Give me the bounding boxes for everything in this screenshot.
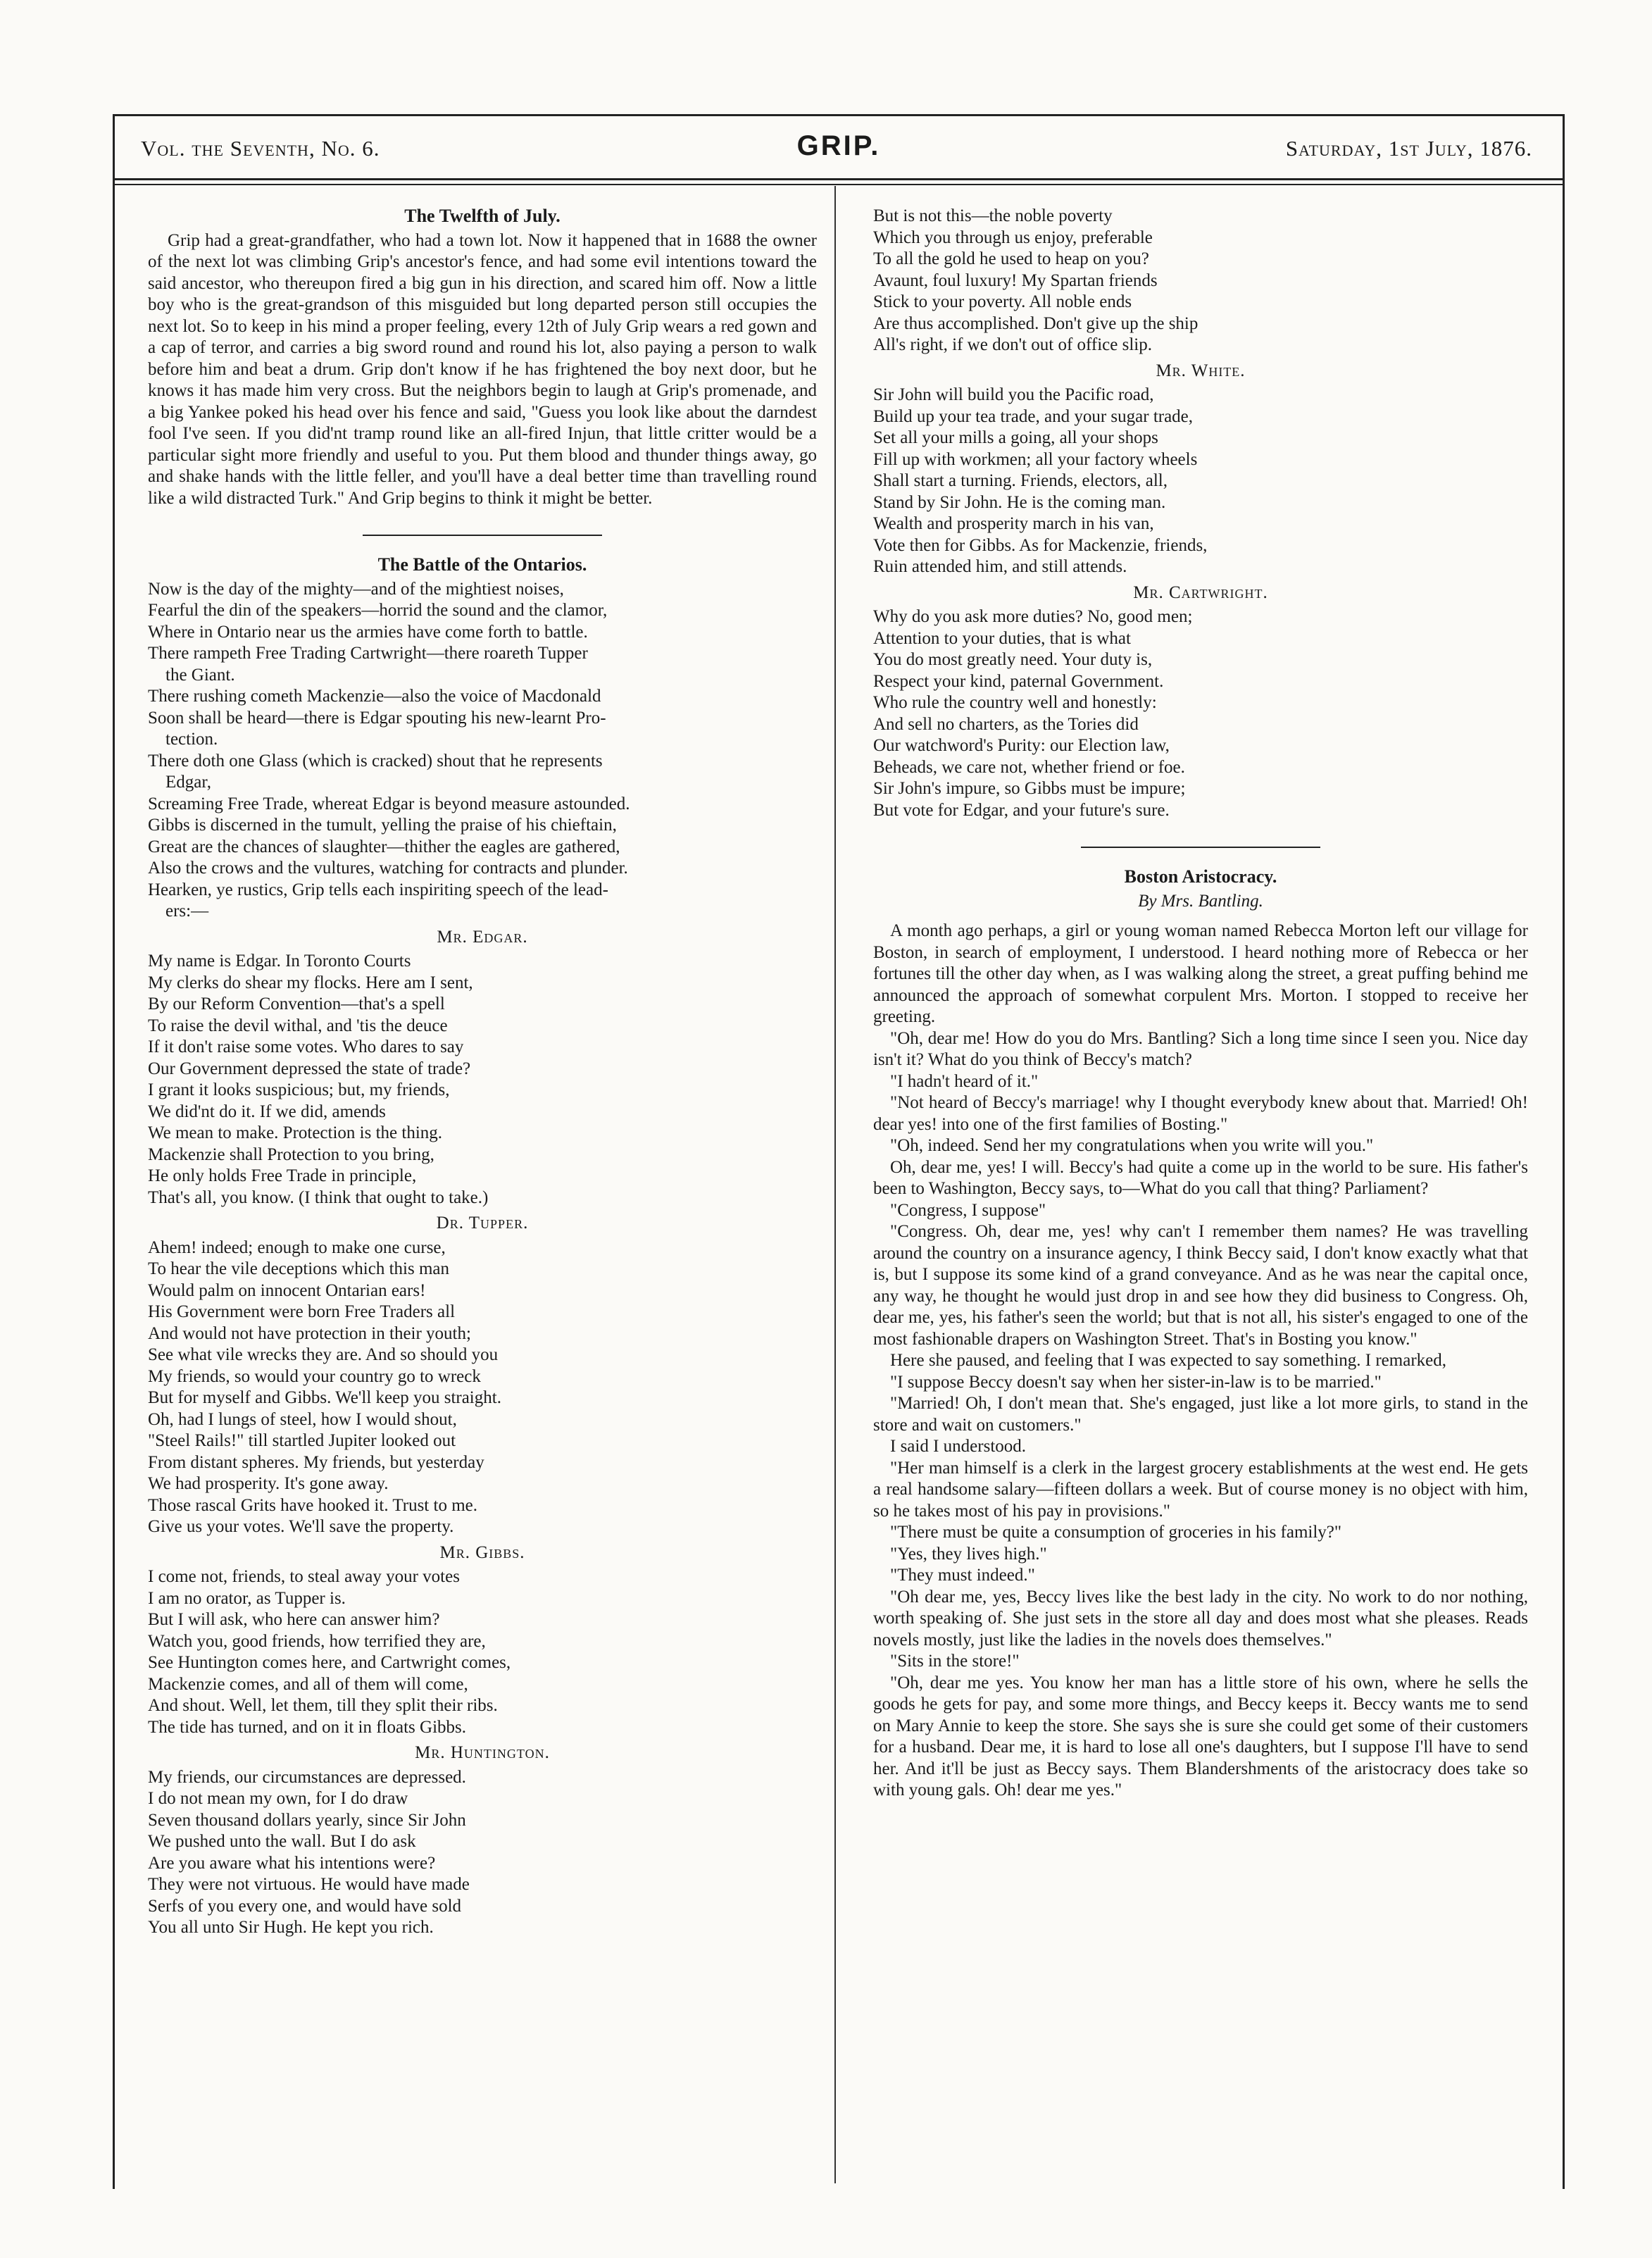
verse-line: By our Reform Convention—that's a spell — [148, 994, 445, 1013]
verse-line: ers:— — [148, 902, 209, 921]
verse-line: Fearful the din of the speakers—horrid the sound and the clamor, — [148, 601, 608, 620]
verse-line: From distant spheres. My friends, but yesterday — [148, 1452, 484, 1472]
verse-line: Our watchword's Purity: our Election law, — [873, 736, 1170, 755]
verse-line: Attention to your duties, that is what — [873, 628, 1131, 648]
verse-line: I grant it looks suspicious; but, my friends, — [148, 1080, 450, 1099]
verse-line: We did'nt do it. If we did, amends — [148, 1102, 386, 1121]
verse-line: Screaming Free Trade, whereat Edgar is beyond measure astounded. — [148, 794, 630, 813]
verse-line: Stick to your poverty. All noble ends — [873, 292, 1132, 311]
verse-line: Watch you, good friends, how terrified they are, — [148, 1631, 486, 1651]
verse-line: He only holds Free Trade in principle, — [148, 1166, 417, 1185]
verse-line: Ahem! indeed; enough to make one curse, — [148, 1237, 446, 1257]
verse-line: Beheads, we care not, whether friend or foe. — [873, 757, 1185, 777]
verse-line: But I will ask, who here can answer him? — [148, 1610, 440, 1629]
verse-line: Soon shall be heard—there is Edgar spouting his new-learnt Pro- — [148, 708, 606, 728]
verse-line: My friends, so would your country go to wreck — [148, 1366, 481, 1386]
paragraph: "I suppose Beccy doesn't say when her sister-in-law is to be married." — [890, 1372, 1382, 1392]
verse-line: There doth one Glass (which is cracked) shout that he represents — [148, 751, 603, 771]
verse-line: I come not, friends, to steal away your votes — [148, 1567, 460, 1586]
section-rule — [1081, 847, 1320, 848]
verse-line: To all the gold he used to heap on you? — [873, 249, 1149, 268]
article-byline: By Mrs. Bantling. — [1138, 891, 1263, 911]
speaker-gibbs: Mr. Gibbs. — [439, 1542, 525, 1562]
left-column — [148, 206, 817, 1939]
verse-line: Are thus accomplished. Don't give up the ship — [873, 313, 1199, 333]
verse-huntington-continued — [873, 206, 1528, 356]
verse-line: Also the crows and the vultures, watching for contracts and plunder. — [148, 859, 628, 878]
paragraph: "Yes, they lives high." — [890, 1544, 1047, 1564]
verse-line: Where in Ontario near us the armies have come forth to battle. — [148, 622, 588, 642]
verse-line: Avaunt, foul luxury! My Spartan friends — [873, 270, 1158, 290]
verse-tupper — [148, 1237, 817, 1538]
article-title-battle: The Battle of the Ontarios. — [377, 554, 587, 575]
verse-line: My friends, our circumstances are depressed. — [148, 1767, 466, 1787]
verse-white — [873, 385, 1528, 578]
verse-line: We pushed unto the wall. But I do ask — [148, 1832, 416, 1851]
verse-line: Hearken, ye rustics, Grip tells each inspiriting speech of the lead- — [148, 880, 608, 899]
paragraph: "They must indeed." — [890, 1566, 1035, 1585]
issue-date: Saturday, 1st July, 1876. — [1285, 136, 1532, 161]
verse-line: To hear the vile deceptions which this man — [148, 1259, 449, 1278]
verse-line: Who rule the country well and honestly: — [873, 693, 1157, 712]
article-body-twelfth: Grip had a great-grandfather, who had a town lot. Now it happened that in 1688 the owner of the next lot was climbing Grip's ancestor's fence, and had some evil intentions toward the said ancestor, who thereupon fired a big gun in his direction, and scared him off. Now a little boy who is the great-grandson of this misguided but long departed person still occupies the next lot. So to keep in his mind a proper feeling, every 12th of July Grip wears a red gown and a cap of terror, and carries a big sword round and round his lot, also paying a person to walk before him and beat a drum. Grip don't know if he has frightened the boy next door, but he knows it has made him very cross. But the neighbors begin to laugh at Grip's promenade, and a big Yankee poked his head over his fence and said, "Guess you look like about the darndest fool I've seen. If you did'nt tramp round like an all-fired Injun, that little critter would be a particular sight more friendly and useful to you. Put them blood and thunder things away, go and shake hands with the little feller, and you'll have a deal better time than travelling round like a wild distracted Turk." And Grip begins to think it might be better. — [148, 230, 817, 508]
verse-line: My clerks do shear my flocks. Here am I sent, — [148, 973, 473, 992]
verse-line: There rampeth Free Trading Cartwright—there roareth Tupper — [148, 644, 588, 663]
verse-line: And would not have protection in their youth; — [148, 1323, 471, 1343]
verse-line: My name is Edgar. In Toronto Courts — [148, 952, 411, 971]
speaker-edgar: Mr. Edgar. — [437, 927, 528, 947]
verse-line: We mean to make. Protection is the thing. — [148, 1123, 443, 1142]
verse-line: I do not mean my own, for I do draw — [148, 1789, 408, 1808]
paragraph: "Oh, dear me yes. You know her man has a little store of his own, where he sells the goods he gets for pay, and some more things, and Beccy keeps it. Beccy wants me to send on Mary Annie to keep the store. She says she is sure she could get some of their customers for a husband. Dear me, it is hard to lose all one's daughters, but I suppose I'll have to send her. And it'll be just as Beccy says. Them Blandershments of the aristocracy does take so with young gals. Oh! dear me yes." — [873, 1673, 1528, 1799]
verse-line: The tide has turned, and on it in floats Gibbs. — [148, 1717, 467, 1737]
paragraph: Oh, dear me, yes! I will. Beccy's had quite a come up in the world to be sure. His father's been to Washington, Beccy says, to—What do you call that thing? Parliament? — [873, 1157, 1528, 1198]
verse-gibbs — [148, 1566, 817, 1738]
verse-line: I am no orator, as Tupper is. — [148, 1588, 346, 1608]
verse-line: There rushing cometh Mackenzie—also the voice of Macdonald — [148, 687, 601, 706]
verse-line: And sell no charters, as the Tories did — [873, 714, 1139, 734]
paragraph: I said I understood. — [890, 1437, 1027, 1456]
verse-line: Set all your mills a going, all your shops — [873, 428, 1158, 447]
verse-line: To raise the devil withal, and 'tis the deuce — [148, 1016, 448, 1035]
verse-line: Edgar, — [148, 773, 211, 792]
article-body-boston — [873, 921, 1528, 1802]
verse-cartwright — [873, 606, 1528, 821]
verse-line: His Government were born Free Traders all — [148, 1302, 456, 1321]
paragraph: "Oh, dear me! How do you do Mrs. Bantling? Sich a long time since I seen you. Nice day isn't it? What do you think of Beccy's match? — [873, 1028, 1528, 1069]
paragraph: "Her man himself is a clerk in the largest grocery establishments at the west end. He gets a real handsome salary—fifteen dollars a week. But of course money is no object with him, so he takes most of his pay in provisions." — [873, 1458, 1528, 1521]
verse-line: Oh, had I lungs of steel, how I would shout, — [148, 1409, 457, 1429]
paragraph: "Sits in the store!" — [890, 1652, 1020, 1671]
verse-line: Sir John will build you the Pacific road, — [873, 385, 1154, 404]
verse-line: Ruin attended him, and still attends. — [873, 557, 1127, 576]
verse-line: If it don't raise some votes. Who dares to say — [148, 1037, 464, 1056]
verse-line: That's all, you know. (I think that ought to take.) — [148, 1187, 489, 1207]
verse-line: Fill up with workmen; all your factory wheels — [873, 449, 1198, 469]
paragraph: "Oh, indeed. Send her my congratulations when you write will you." — [890, 1136, 1374, 1155]
verse-line: See what vile wrecks they are. And so should you — [148, 1345, 499, 1364]
paragraph: "Not heard of Beccy's marriage! why I thought everybody knew about that. Married! Oh! dear yes! into one of the first families of Bosting." — [873, 1093, 1528, 1134]
paragraph: "Congress. Oh, dear me, yes! why can't I remember them names? He was travelling around the country on a insurance agency, I think Beccy said, I don't know exactly what that is, but I suppose its some kind of a grand conveyance. And as he was near the capital once, any way, he thought he would just drop in and see how they did business to Congress. Oh, dear me, yes, his father's seen the world; but that is not all, his sister's engaged to one of the most fashionable drapers on Washington Street. That's in Bosting you know." — [873, 1222, 1528, 1349]
verse-line: Mackenzie comes, and all of them will come, — [148, 1674, 468, 1694]
verse-line: But is not this—the noble poverty — [873, 206, 1113, 225]
verse-line: Would palm on innocent Ontarian ears! — [148, 1280, 426, 1300]
verse-line: Seven thousand dollars yearly, since Sir John — [148, 1810, 466, 1830]
speaker-cartwright: Mr. Cartwright. — [1133, 582, 1268, 602]
verse-line: See Huntington comes here, and Cartwright comes, — [148, 1653, 511, 1672]
verse-line: Our Government depressed the state of trade? — [148, 1059, 471, 1078]
poem-intro — [148, 579, 817, 923]
verse-line: Give us your votes. We'll save the property. — [148, 1517, 454, 1536]
verse-line: the Giant. — [148, 665, 235, 685]
paragraph: Here she paused, and feeling that I was expected to say something. I remarked, — [890, 1351, 1446, 1370]
verse-line: Serfs of you every one, and would have sold — [148, 1896, 462, 1916]
verse-line: You all unto Sir Hugh. He kept you rich. — [148, 1918, 434, 1937]
speaker-huntington: Mr. Huntington. — [415, 1743, 550, 1762]
verse-line: Those rascal Grits have hooked it. Trust to me. — [148, 1495, 477, 1515]
masthead-rule — [113, 178, 1565, 180]
paragraph: A month ago perhaps, a girl or young woman named Rebecca Morton left our village for Boston, in search of employment, I understood. I heard nothing more of Rebecca or her fortunes till the other day when, as I was walking along the street, a great puffing behind me announced the approach of somewhat corpulent Mrs. Morton. I stopped to receive her greeting. — [873, 921, 1528, 1026]
paragraph: "Congress, I suppose" — [890, 1200, 1046, 1220]
verse-line: All's right, if we don't out of office slip. — [873, 335, 1152, 354]
article-title-twelfth: The Twelfth of July. — [404, 206, 561, 226]
volume-info: Vol. the Seventh, No. 6. — [141, 136, 380, 161]
masthead-rule-thin — [113, 184, 1565, 185]
verse-line: You do most greatly need. Your duty is, — [873, 650, 1153, 669]
verse-line: Vote then for Gibbs. As for Mackenzie, friends, — [873, 535, 1208, 555]
right-column — [873, 206, 1528, 1802]
verse-line: Are you aware what his intentions were? — [148, 1853, 436, 1873]
newspaper-title: GRIP. — [796, 130, 881, 161]
verse-line: "Steel Rails!" till startled Jupiter looked out — [148, 1431, 456, 1450]
verse-line: Wealth and prosperity march in his van, — [873, 514, 1154, 533]
verse-line: Which you through us enjoy, preferable — [873, 227, 1153, 247]
paragraph: "Married! Oh, I don't mean that. She's engaged, just like a lot more girls, to stand in the store and wait on customers." — [873, 1394, 1528, 1435]
verse-edgar — [148, 951, 817, 1209]
verse-line: They were not virtuous. He would have made — [148, 1875, 470, 1894]
verse-line: Mackenzie shall Protection to you bring, — [148, 1144, 434, 1164]
verse-line: Great are the chances of slaughter—thither the eagles are gathered, — [148, 837, 620, 856]
verse-line: tection. — [148, 730, 218, 749]
paragraph: "Oh dear me, yes, Beccy lives like the best lady in the city. No work to do nor nothing, worth speaking of. She just sets in the store all day and does most what she pleases. Reads novels mostly, just like the ladies in the novels does themselves." — [873, 1587, 1528, 1649]
verse-line: And shout. Well, let them, till they split their ribs. — [148, 1696, 498, 1715]
paragraph: "I hadn't heard of it." — [890, 1071, 1039, 1091]
verse-line: Now is the day of the mighty—and of the mightiest noises, — [148, 579, 564, 599]
section-rule — [363, 535, 602, 536]
verse-line: Respect your kind, paternal Government. — [873, 671, 1164, 691]
verse-line: Why do you ask more duties? No, good men; — [873, 607, 1193, 626]
column-divider — [834, 186, 836, 2183]
verse-line: Build up your tea trade, and your sugar trade, — [873, 406, 1194, 426]
verse-line: But vote for Edgar, and your future's sure. — [873, 800, 1170, 820]
speaker-tupper: Dr. Tupper. — [436, 1214, 529, 1233]
verse-line: But for myself and Gibbs. We'll keep you straight. — [148, 1388, 501, 1407]
masthead — [113, 114, 1565, 184]
verse-line: Stand by Sir John. He is the coming man. — [873, 492, 1166, 512]
article-title-boston: Boston Aristocracy. — [1124, 866, 1277, 887]
verse-line: Sir John's impure, so Gibbs must be impure; — [873, 779, 1186, 798]
verse-huntington — [148, 1767, 817, 1939]
verse-line: We had prosperity. It's gone away. — [148, 1474, 389, 1493]
verse-line: Shall start a turning. Friends, electors, all, — [873, 471, 1168, 490]
paragraph: "There must be quite a consumption of groceries in his family?" — [890, 1523, 1342, 1542]
verse-line: Gibbs is discerned in the tumult, yelling the praise of his chieftain, — [148, 816, 617, 835]
speaker-white: Mr. White. — [1156, 361, 1246, 380]
